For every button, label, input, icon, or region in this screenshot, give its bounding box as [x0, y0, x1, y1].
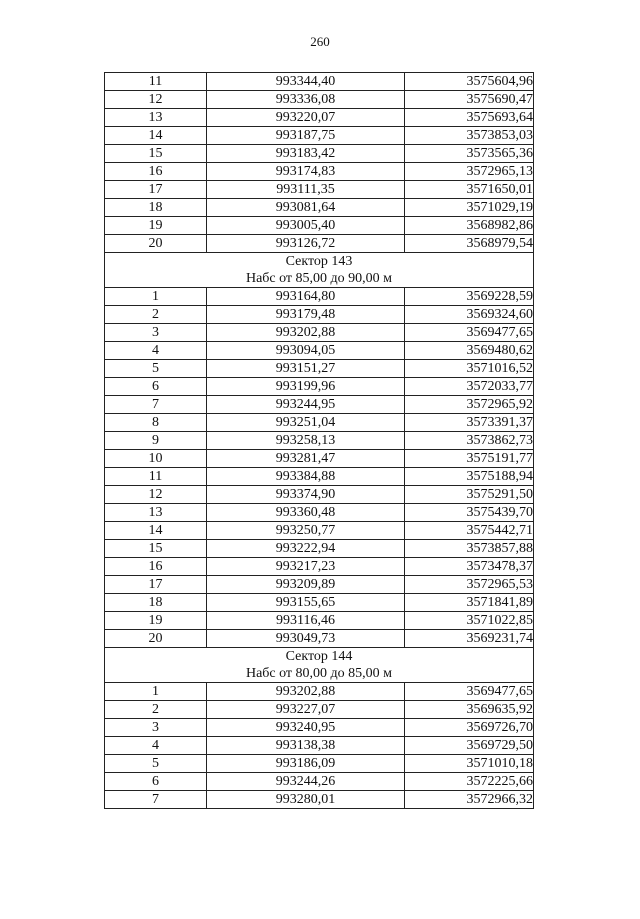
table-row [105, 306, 534, 324]
point-number-cell: 15 [105, 540, 207, 558]
table-row [105, 576, 534, 594]
x-coordinate-cell: 993281,47 [207, 450, 405, 468]
point-number-cell: 7 [105, 396, 207, 414]
point-number-cell: 3 [105, 719, 207, 737]
y-coordinate-cell: 3571029,19 [405, 199, 534, 217]
x-coordinate-cell: 993222,94 [207, 540, 405, 558]
x-coordinate-cell: 993049,73 [207, 630, 405, 648]
y-coordinate-cell: 3569729,50 [405, 737, 534, 755]
table-row [105, 504, 534, 522]
y-coordinate-cell: 3573478,37 [405, 558, 534, 576]
point-number-cell: 2 [105, 306, 207, 324]
y-coordinate-cell: 3572965,92 [405, 396, 534, 414]
y-coordinate-cell: 3575191,77 [405, 450, 534, 468]
table-row [105, 109, 534, 127]
point-number-cell: 14 [105, 127, 207, 145]
page-number: 260 [310, 34, 330, 49]
x-coordinate-cell: 993164,80 [207, 288, 405, 306]
point-number-cell: 12 [105, 91, 207, 109]
y-coordinate-cell: 3572965,53 [405, 576, 534, 594]
y-coordinate-cell: 3568979,54 [405, 235, 534, 253]
table-row [105, 486, 534, 504]
y-coordinate-cell: 3575690,47 [405, 91, 534, 109]
y-coordinate-cell: 3569231,74 [405, 630, 534, 648]
point-number-cell: 17 [105, 576, 207, 594]
y-coordinate-cell: 3572965,13 [405, 163, 534, 181]
y-coordinate-cell: 3569480,62 [405, 342, 534, 360]
y-coordinate-cell: 3569324,60 [405, 306, 534, 324]
y-coordinate-cell: 3569477,65 [405, 324, 534, 342]
point-number-cell: 13 [105, 109, 207, 127]
point-number-cell: 3 [105, 324, 207, 342]
point-number-cell: 1 [105, 683, 207, 701]
y-coordinate-cell: 3569477,65 [405, 683, 534, 701]
point-number-cell: 19 [105, 612, 207, 630]
point-number-cell: 20 [105, 630, 207, 648]
point-number-cell: 16 [105, 163, 207, 181]
x-coordinate-cell: 993183,42 [207, 145, 405, 163]
table-row [105, 612, 534, 630]
x-coordinate-cell: 993202,88 [207, 683, 405, 701]
table-row [105, 342, 534, 360]
y-coordinate-cell: 3573565,36 [405, 145, 534, 163]
x-coordinate-cell: 993081,64 [207, 199, 405, 217]
point-number-cell: 20 [105, 235, 207, 253]
point-number-cell: 1 [105, 288, 207, 306]
y-coordinate-cell: 3572225,66 [405, 773, 534, 791]
sector-header-cell [105, 648, 534, 683]
table-row [105, 91, 534, 109]
table-row [105, 522, 534, 540]
table-row [105, 594, 534, 612]
y-coordinate-cell: 3571016,52 [405, 360, 534, 378]
y-coordinate-cell: 3573391,37 [405, 414, 534, 432]
y-coordinate-cell: 3575188,94 [405, 468, 534, 486]
y-coordinate-cell: 3569635,92 [405, 701, 534, 719]
point-number-cell: 16 [105, 558, 207, 576]
sector-header [105, 648, 534, 683]
y-coordinate-cell: 3568982,86 [405, 217, 534, 235]
point-number-cell: 2 [105, 701, 207, 719]
table-row [105, 145, 534, 163]
point-number-cell: 8 [105, 414, 207, 432]
x-coordinate-cell: 993186,09 [207, 755, 405, 773]
x-coordinate-cell: 993244,95 [207, 396, 405, 414]
y-coordinate-cell: 3572966,32 [405, 791, 534, 809]
table-row [105, 540, 534, 558]
point-number-cell: 11 [105, 73, 207, 91]
x-coordinate-cell: 993220,07 [207, 109, 405, 127]
table-row [105, 163, 534, 181]
y-coordinate-cell: 3572033,77 [405, 378, 534, 396]
table-row [105, 127, 534, 145]
table-row [105, 217, 534, 235]
table-row [105, 199, 534, 217]
table-row [105, 719, 534, 737]
sector-height-range: Набс от 85,00 до 90,00 м [245, 271, 393, 286]
point-number-cell: 4 [105, 737, 207, 755]
table-row [105, 378, 534, 396]
y-coordinate-cell: 3571010,18 [405, 755, 534, 773]
x-coordinate-cell: 993174,83 [207, 163, 405, 181]
x-coordinate-cell: 993240,95 [207, 719, 405, 737]
sector-header [105, 253, 534, 288]
x-coordinate-cell: 993280,01 [207, 791, 405, 809]
x-coordinate-cell: 993126,72 [207, 235, 405, 253]
table-row [105, 414, 534, 432]
table-row [105, 683, 534, 701]
table-row [105, 288, 534, 306]
point-number-cell: 18 [105, 594, 207, 612]
x-coordinate-cell: 993209,89 [207, 576, 405, 594]
point-number-cell: 5 [105, 755, 207, 773]
x-coordinate-cell: 993360,48 [207, 504, 405, 522]
table-row [105, 737, 534, 755]
x-coordinate-cell: 993250,77 [207, 522, 405, 540]
table-row [105, 235, 534, 253]
x-coordinate-cell: 993155,65 [207, 594, 405, 612]
point-number-cell: 17 [105, 181, 207, 199]
table-row [105, 701, 534, 719]
point-number-cell: 4 [105, 342, 207, 360]
table-row [105, 324, 534, 342]
sector-title: Сектор 143 [285, 254, 353, 269]
point-number-cell: 7 [105, 791, 207, 809]
y-coordinate-cell: 3575442,71 [405, 522, 534, 540]
x-coordinate-cell: 993384,88 [207, 468, 405, 486]
table-row [105, 432, 534, 450]
table-row [105, 791, 534, 809]
point-number-cell: 19 [105, 217, 207, 235]
point-number-cell: 18 [105, 199, 207, 217]
x-coordinate-cell: 993187,75 [207, 127, 405, 145]
y-coordinate-cell: 3569228,59 [405, 288, 534, 306]
table-row [105, 181, 534, 199]
table-row [105, 558, 534, 576]
y-coordinate-cell: 3575604,96 [405, 73, 534, 91]
point-number-cell: 10 [105, 450, 207, 468]
point-number-cell: 5 [105, 360, 207, 378]
x-coordinate-cell: 993005,40 [207, 217, 405, 235]
x-coordinate-cell: 993138,38 [207, 737, 405, 755]
x-coordinate-cell: 993344,40 [207, 73, 405, 91]
y-coordinate-cell: 3575693,64 [405, 109, 534, 127]
table-row [105, 450, 534, 468]
point-number-cell: 14 [105, 522, 207, 540]
table-row [105, 360, 534, 378]
x-coordinate-cell: 993111,35 [207, 181, 405, 199]
y-coordinate-cell: 3571841,89 [405, 594, 534, 612]
y-coordinate-cell: 3575439,70 [405, 504, 534, 522]
y-coordinate-cell: 3575291,50 [405, 486, 534, 504]
y-coordinate-cell: 3573853,03 [405, 127, 534, 145]
table-row [105, 630, 534, 648]
table-row [105, 755, 534, 773]
table-row [105, 73, 534, 91]
x-coordinate-cell: 993336,08 [207, 91, 405, 109]
table-row [105, 468, 534, 486]
coordinates-table [104, 72, 534, 809]
y-coordinate-cell: 3573862,73 [405, 432, 534, 450]
x-coordinate-cell: 993244,26 [207, 773, 405, 791]
x-coordinate-cell: 993179,48 [207, 306, 405, 324]
x-coordinate-cell: 993251,04 [207, 414, 405, 432]
x-coordinate-cell: 993227,07 [207, 701, 405, 719]
sector-header-cell [105, 253, 534, 288]
x-coordinate-cell: 993374,90 [207, 486, 405, 504]
x-coordinate-cell: 993217,23 [207, 558, 405, 576]
point-number-cell: 11 [105, 468, 207, 486]
x-coordinate-cell: 993151,27 [207, 360, 405, 378]
y-coordinate-cell: 3573857,88 [405, 540, 534, 558]
point-number-cell: 12 [105, 486, 207, 504]
x-coordinate-cell: 993258,13 [207, 432, 405, 450]
y-coordinate-cell: 3571022,85 [405, 612, 534, 630]
table-row [105, 396, 534, 414]
table-row [105, 773, 534, 791]
point-number-cell: 6 [105, 773, 207, 791]
sector-title: Сектор 144 [285, 649, 353, 664]
x-coordinate-cell: 993199,96 [207, 378, 405, 396]
x-coordinate-cell: 993116,46 [207, 612, 405, 630]
x-coordinate-cell: 993202,88 [207, 324, 405, 342]
point-number-cell: 13 [105, 504, 207, 522]
x-coordinate-cell: 993094,05 [207, 342, 405, 360]
point-number-cell: 9 [105, 432, 207, 450]
point-number-cell: 15 [105, 145, 207, 163]
point-number-cell: 6 [105, 378, 207, 396]
y-coordinate-cell: 3569726,70 [405, 719, 534, 737]
sector-height-range: Набс от 80,00 до 85,00 м [245, 666, 393, 681]
y-coordinate-cell: 3571650,01 [405, 181, 534, 199]
